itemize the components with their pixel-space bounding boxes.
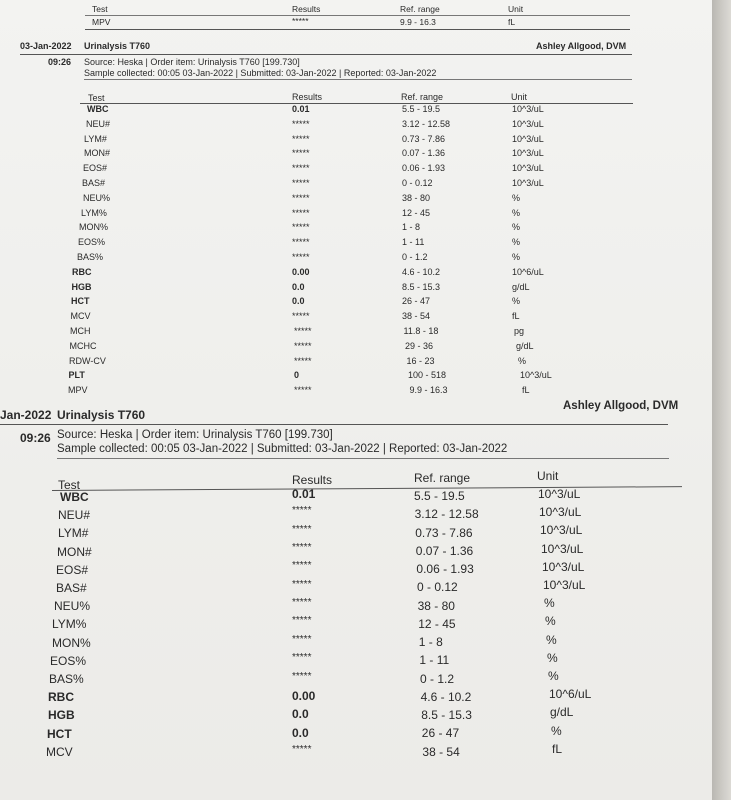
cell-test: MON# xyxy=(57,544,92,559)
cell-test: NEU# xyxy=(58,508,91,523)
cell-result: ***** xyxy=(292,505,312,517)
cell-test: MCV xyxy=(46,744,73,759)
cell-unit: 10^6/uL xyxy=(512,266,544,277)
cell-result: ***** xyxy=(294,385,312,396)
col-header-unit: Unit xyxy=(508,4,524,14)
col-header-unit: Unit xyxy=(511,92,528,102)
cell-ref: 26 - 47 xyxy=(421,726,460,741)
cell-unit: g/dL xyxy=(550,705,574,720)
cell-unit: % xyxy=(546,632,557,647)
sample-rule xyxy=(84,79,632,80)
cell-ref: 1 - 11 xyxy=(402,237,425,248)
cell-ref: 12 - 45 xyxy=(402,207,431,218)
cell-result: ***** xyxy=(292,163,310,174)
cell-test: HCT xyxy=(47,726,72,741)
cell-result: 0 xyxy=(294,370,300,381)
cell-result: ***** xyxy=(294,326,312,336)
cell-unit: 10^3/uL xyxy=(543,578,586,592)
cell-unit: % xyxy=(547,650,558,665)
cell-unit: fL xyxy=(512,311,520,322)
cell-unit: 10^3/uL xyxy=(512,104,544,114)
section-rule xyxy=(20,54,632,55)
sample-line: Sample collected: 00:05 03-Jan-2022 | Submitted: 03-Jan-2022 | Reported: 03-Jan-2022 xyxy=(57,443,508,455)
cell-unit: % xyxy=(548,669,559,683)
cell-ref: 16 - 23 xyxy=(406,355,435,366)
cell-unit: % xyxy=(544,596,555,611)
cell-unit: 10^3/uL xyxy=(539,505,582,520)
cell-test: MPV xyxy=(92,17,111,27)
cell-unit: fL xyxy=(522,385,530,396)
report-time: 09:26 xyxy=(48,57,72,67)
cell-unit: % xyxy=(512,296,521,307)
cell-test: NEU% xyxy=(54,599,91,614)
cell-test: WBC xyxy=(87,104,109,114)
cell-test: MON# xyxy=(84,148,111,159)
cell-unit: 10^3/uL xyxy=(512,163,544,174)
cell-test: LYM# xyxy=(58,526,89,541)
cell-ref: 38 - 54 xyxy=(422,744,460,759)
cell-test: BAS% xyxy=(77,252,104,262)
cell-test: MCV xyxy=(70,311,91,322)
cell-result: 0.01 xyxy=(292,104,310,114)
cell-unit: g/dL xyxy=(512,281,530,292)
cell-ref: 0.73 - 7.86 xyxy=(415,525,473,540)
cell-test: NEU# xyxy=(86,118,111,129)
doctor-name: Ashley Allgood, DVM xyxy=(563,400,679,412)
cell-unit: % xyxy=(545,614,556,629)
cell-result: ***** xyxy=(292,192,310,203)
cell-ref: 0.73 - 7.86 xyxy=(402,133,446,144)
section-rule xyxy=(0,424,668,425)
cell-result: ***** xyxy=(292,652,312,664)
cell-result: ***** xyxy=(292,523,312,535)
cell-test: BAS# xyxy=(56,581,87,595)
cell-result: ***** xyxy=(294,340,312,351)
cell-ref: 0.07 - 1.36 xyxy=(402,148,446,159)
cell-unit: 10^3/uL xyxy=(540,523,583,538)
cell-result: 0.00 xyxy=(292,266,310,277)
cell-test: LYM% xyxy=(52,617,87,632)
cell-test: EOS# xyxy=(83,163,108,174)
cell-test: EOS% xyxy=(78,237,106,248)
cell-ref: 8.5 - 15.3 xyxy=(402,281,441,292)
cell-ref: 9.9 - 16.3 xyxy=(409,385,448,396)
cell-unit: 10^6/uL xyxy=(549,687,592,702)
cell-unit: fL xyxy=(508,17,516,27)
cell-ref: 9.9 - 16.3 xyxy=(400,17,436,27)
report-title: Urinalysis T760 xyxy=(57,408,146,422)
cell-unit: 10^3/uL xyxy=(512,133,544,144)
cell-ref: 29 - 36 xyxy=(405,340,434,351)
cell-test: HGB xyxy=(71,281,92,292)
col-header-results: Results xyxy=(292,92,323,102)
cell-ref: 0 - 0.12 xyxy=(417,580,458,595)
cell-unit: % xyxy=(512,222,521,233)
report-date: Jan-2022 xyxy=(0,408,52,422)
cell-result: ***** xyxy=(292,560,312,572)
cell-unit: % xyxy=(518,355,527,366)
cell-result: ***** xyxy=(292,178,310,188)
col-header-test: Test xyxy=(58,478,81,492)
cell-ref: 38 - 80 xyxy=(417,598,455,613)
page-edge xyxy=(712,0,731,800)
cell-unit: % xyxy=(512,252,521,262)
cell-ref: 11.8 - 18 xyxy=(403,326,439,336)
cell-ref: 1 - 8 xyxy=(418,635,443,649)
cell-test: HCT xyxy=(71,296,90,307)
col-header-ref-range: Ref. range xyxy=(400,4,440,14)
cell-test: LYM% xyxy=(81,207,107,218)
cell-unit: pg xyxy=(514,326,525,336)
cell-unit: 10^3/uL xyxy=(512,148,544,159)
sample-rule xyxy=(57,458,669,459)
table-header-rule xyxy=(80,103,633,104)
source-line: Source: Heska | Order item: Urinalysis T760 [199.730] xyxy=(84,57,300,67)
cell-test: MPV xyxy=(68,385,88,396)
cell-result: ***** xyxy=(292,615,312,627)
cell-result: ***** xyxy=(292,252,310,262)
doctor-name: Ashley Allgood, DVM xyxy=(536,41,627,51)
cell-test: NEU% xyxy=(83,192,111,203)
cell-result: ***** xyxy=(292,311,310,322)
cell-unit: % xyxy=(512,207,521,218)
cell-result: ***** xyxy=(292,597,312,609)
cell-ref: 12 - 45 xyxy=(418,616,456,631)
cell-unit: fL xyxy=(552,741,563,756)
cell-unit: 10^3/uL xyxy=(512,118,544,129)
cell-ref: 3.12 - 12.58 xyxy=(402,118,451,129)
cell-result: ***** xyxy=(294,355,312,366)
source-line: Source: Heska | Order item: Urinalysis T760 [199.730] xyxy=(57,429,333,441)
cell-ref: 38 - 80 xyxy=(402,192,431,203)
cell-result: ***** xyxy=(292,633,312,645)
cell-unit: 10^3/uL xyxy=(520,370,552,381)
cell-ref: 1 - 11 xyxy=(419,653,450,668)
cell-result: ***** xyxy=(292,222,310,233)
table-header-rule xyxy=(85,15,630,16)
cell-ref: 26 - 47 xyxy=(402,296,431,307)
col-header-results: Results xyxy=(292,4,321,14)
cell-ref: 1 - 8 xyxy=(402,222,421,233)
cell-test: MON% xyxy=(52,635,91,650)
cell-result: ***** xyxy=(292,118,310,129)
report-date: 03-Jan-2022 xyxy=(20,41,72,51)
cell-test: MCH xyxy=(70,326,91,336)
cell-test: PLT xyxy=(68,370,85,381)
cell-unit: 10^3/uL xyxy=(542,559,585,574)
cell-result: 0.01 xyxy=(292,487,316,501)
cell-ref: 0 - 1.2 xyxy=(420,671,455,686)
cell-unit: % xyxy=(512,237,521,248)
cell-result: ***** xyxy=(292,542,312,554)
cell-test: RBC xyxy=(48,690,74,705)
cell-ref: 4.6 - 10.2 xyxy=(420,689,472,704)
cell-ref: 4.6 - 10.2 xyxy=(402,266,441,277)
cell-unit: 10^3/uL xyxy=(512,178,544,188)
cell-test: EOS% xyxy=(50,653,87,668)
report-time: 09:26 xyxy=(20,431,51,445)
cell-ref: 5.5 - 19.5 xyxy=(402,104,441,114)
cell-ref: 0.07 - 1.36 xyxy=(415,543,474,558)
cell-result: ***** xyxy=(292,148,310,159)
cell-result: ***** xyxy=(292,743,312,755)
cell-ref: 0.06 - 1.93 xyxy=(402,163,446,174)
sample-line: Sample collected: 00:05 03-Jan-2022 | Submitted: 03-Jan-2022 | Reported: 03-Jan-2022 xyxy=(84,68,437,78)
cell-ref: 0 - 1.2 xyxy=(402,252,428,262)
cell-test: MON% xyxy=(79,222,108,233)
col-header-ref-range: Ref. range xyxy=(414,471,471,485)
cell-result: ***** xyxy=(292,16,309,26)
report-title: Urinalysis T760 xyxy=(84,41,151,51)
cell-test: RBC xyxy=(72,266,92,277)
cell-test: EOS# xyxy=(56,562,89,577)
cell-ref: 38 - 54 xyxy=(402,311,431,322)
cell-result: ***** xyxy=(292,578,312,590)
table-header-rule xyxy=(52,486,682,491)
cell-unit: g/dL xyxy=(516,340,534,351)
col-header-results: Results xyxy=(292,473,333,487)
cell-result: ***** xyxy=(292,133,310,144)
col-header-ref-range: Ref. range xyxy=(401,92,444,102)
cell-result: 0.0 xyxy=(292,296,305,307)
cell-ref: 0.06 - 1.93 xyxy=(416,562,474,576)
cell-ref: 0 - 0.12 xyxy=(402,178,433,188)
cell-ref: 8.5 - 15.3 xyxy=(421,708,472,722)
cell-ref: 3.12 - 12.58 xyxy=(414,507,479,522)
cell-test: LYM# xyxy=(84,133,107,144)
cell-unit: 10^3/uL xyxy=(538,487,581,501)
cell-test: MCHC xyxy=(69,340,97,351)
cell-ref: 100 - 518 xyxy=(408,370,447,381)
cell-result: 0.00 xyxy=(292,688,316,703)
cell-test: BAS# xyxy=(82,178,106,188)
cell-test: RDW-CV xyxy=(69,355,106,366)
cell-test: HGB xyxy=(48,708,75,723)
cell-test: BAS% xyxy=(49,672,84,686)
cell-result: 0.0 xyxy=(292,725,309,740)
col-header-test: Test xyxy=(88,93,105,103)
cell-result: ***** xyxy=(292,670,312,682)
col-header-test: Test xyxy=(92,4,108,14)
cell-result: ***** xyxy=(292,237,310,248)
cell-result: ***** xyxy=(292,207,310,218)
cell-ref: 5.5 - 19.5 xyxy=(414,489,465,503)
cell-unit: % xyxy=(551,723,562,738)
cell-test: WBC xyxy=(60,490,89,504)
table-end-rule xyxy=(85,29,630,30)
cell-unit: 10^3/uL xyxy=(541,541,584,556)
cell-result: 0.0 xyxy=(292,281,305,292)
cell-unit: % xyxy=(512,192,521,203)
col-header-unit: Unit xyxy=(537,469,559,483)
cell-result: 0.0 xyxy=(292,707,309,722)
